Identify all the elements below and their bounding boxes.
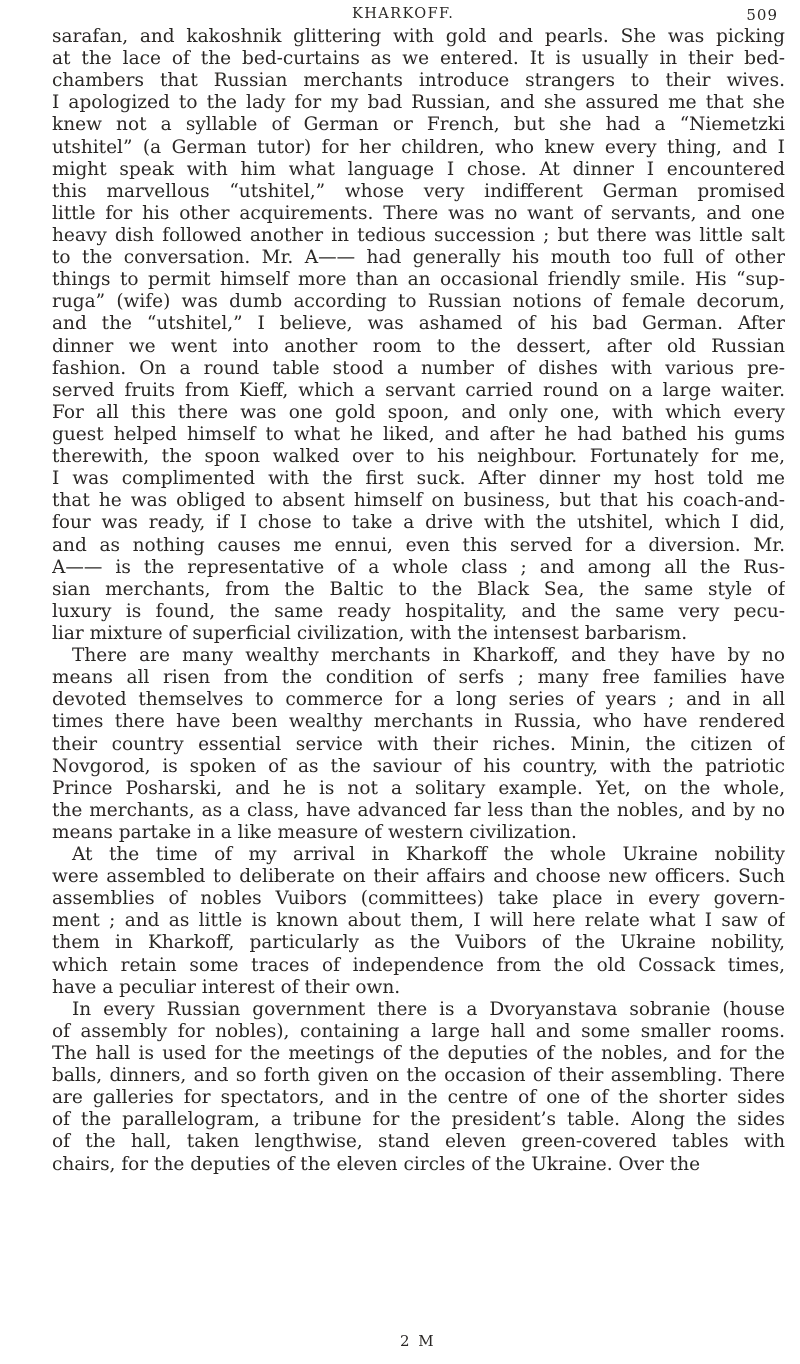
text-line: liar mixture of superficial civilization, with the intensest barbarism. bbox=[52, 622, 688, 644]
text-line: this marvellous “utshitel,” whose very indifferent German promised bbox=[52, 180, 785, 202]
text-line: therewith, the spoon walked over to his neighbour. Fortunately for me, bbox=[52, 446, 785, 468]
text-line: four was ready, if I chose to take a drive with the utshitel, which I did, bbox=[52, 512, 785, 534]
text-line: Prince Posharski, and he is not a solitary example. Yet, on the whole, bbox=[52, 777, 785, 799]
text-line: means partake in a like measure of western civilization. bbox=[52, 821, 577, 843]
page-number: 509 bbox=[746, 6, 778, 24]
paragraph bbox=[52, 844, 785, 999]
text-line: served fruits from Kieff, which a servant carried round on a large waiter. bbox=[52, 379, 785, 401]
text-line: fashion. On a round table stood a number of dishes with various pre- bbox=[52, 357, 785, 379]
text-line: heavy dish followed another in tedious succession ; but there was little salt bbox=[52, 224, 785, 246]
text-line: The hall is used for the meetings of the deputies of the nobles, and for the bbox=[52, 1043, 785, 1065]
text-line: chairs, for the deputies of the eleven circles of the Ukraine. Over the bbox=[52, 1153, 701, 1175]
text-line: of the hall, taken lengthwise, stand eleven green-covered tables with bbox=[52, 1131, 785, 1153]
paragraph bbox=[52, 645, 785, 844]
running-head: KHARKOFF. bbox=[352, 6, 455, 22]
text-line: I was complimented with the first suck. After dinner my host told me bbox=[52, 468, 785, 490]
text-line: At the time of my arrival in Kharkoff the whole Ukraine nobility bbox=[72, 844, 785, 866]
text-line: their country essential service with their riches. Minin, the citizen of bbox=[52, 733, 785, 755]
text-line: and as nothing causes me ennui, even this served for a diversion. Mr. bbox=[52, 534, 785, 556]
text-line: assemblies of nobles Vuibors (committees) take place in every govern- bbox=[52, 888, 785, 910]
text-line: might speak with him what language I chose. At dinner I encountered bbox=[52, 158, 785, 180]
text-line: knew not a syllable of German or French, but she had a “Niemetzki bbox=[52, 114, 785, 136]
text-line: the merchants, as a class, have advanced far less than the nobles, and by no bbox=[52, 799, 785, 821]
text-line: luxury is found, the same ready hospitality, and the same very pecu- bbox=[52, 600, 785, 622]
text-line: chambers that Russian merchants introduce strangers to their wives. bbox=[52, 70, 785, 92]
text-line: that he was obliged to absent himself on business, but that his coach-and- bbox=[52, 490, 785, 512]
text-line: them in Kharkoff, particularly as the Vuibors of the Ukraine nobility, bbox=[52, 932, 785, 954]
text-line: sarafan, and kakoshnik glittering with gold and pearls. She was picking bbox=[52, 26, 785, 47]
text-line: I apologized to the lady for my bad Russian, and she assured me that she bbox=[52, 92, 785, 114]
text-line: of the parallelogram, a tribune for the president’s table. Along the sides bbox=[52, 1109, 785, 1131]
text-line: balls, dinners, and so forth given on the occasion of their assembling. There bbox=[52, 1065, 785, 1087]
text-line: utshitel” (a German tutor) for her children, who knew every thing, and I bbox=[52, 136, 785, 158]
text-line: There are many wealthy merchants in Kharkoff, and they have by no bbox=[72, 645, 785, 667]
text-line: little for his other acquirements. There was no want of servants, and one bbox=[52, 202, 785, 224]
text-line: to the conversation. Mr. A—— had generally his mouth too full of other bbox=[52, 247, 785, 269]
text-line: things to permit himself more than an occasional friendly smile. His “sup- bbox=[52, 269, 785, 291]
text-line: sian merchants, from the Baltic to the Black Sea, the same style of bbox=[52, 578, 785, 600]
text-line: devoted themselves to commerce for a long series of years ; and in all bbox=[52, 689, 785, 711]
text-line: of assembly for nobles), containing a large hall and some smaller rooms. bbox=[52, 1020, 785, 1042]
text-line: and the “utshitel,” I believe, was ashamed of his bad German. After bbox=[52, 313, 785, 335]
signature-mark: 2 M bbox=[400, 1332, 436, 1350]
text-line: have a peculiar interest of their own. bbox=[52, 976, 401, 998]
text-line: dinner we went into another room to the dessert, after old Russian bbox=[52, 335, 785, 357]
paragraph bbox=[52, 26, 785, 645]
text-line: guest helped himself to what he liked, and after he had bathed his gums bbox=[52, 423, 785, 445]
text-line: A—— is the representative of a whole class ; and among all the Rus- bbox=[52, 556, 785, 578]
text-line: means all risen from the condition of serfs ; many free families have bbox=[52, 667, 785, 689]
text-line: times there have been wealthy merchants in Russia, who have rendered bbox=[52, 711, 785, 733]
text-line: were assembled to deliberate on their affairs and choose new officers. Such bbox=[52, 866, 785, 888]
text-line: at the lace of the bed-curtains as we entered. It is usually in their bed- bbox=[52, 48, 785, 70]
text-line: are galleries for spectators, and in the centre of one of the shorter sides bbox=[52, 1087, 785, 1109]
text-line: For all this there was one gold spoon, and only one, with which every bbox=[52, 401, 785, 423]
text-line: ruga” (wife) was dumb according to Russian notions of female decorum, bbox=[52, 291, 785, 313]
text-line: which retain some traces of independence from the old Cossack times, bbox=[52, 954, 785, 976]
text-line: In every Russian government there is a Dvoryanstava sobranie (house bbox=[72, 998, 785, 1020]
body-text bbox=[52, 26, 785, 1176]
paragraph bbox=[52, 999, 785, 1176]
text-line: ment ; and as little is known about them, I will here relate what I saw of bbox=[52, 910, 785, 932]
text-line: Novgorod, is spoken of as the saviour of his country, with the patriotic bbox=[52, 755, 785, 777]
